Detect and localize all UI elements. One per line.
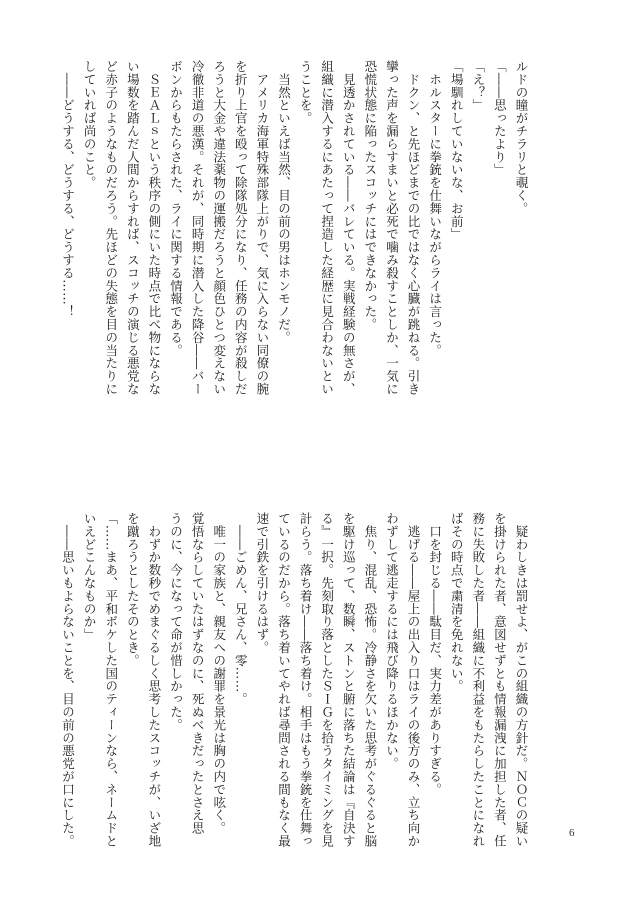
text-line: 焦り、混乱、恐怖。冷静さを欠いた思考がぐるぐると脳 bbox=[362, 512, 378, 848]
text-line: 見透かされている――バレている。実戦経験の無さが、 bbox=[341, 60, 357, 396]
text-line: ど赤子のようなものだろう。先ほどの失態を目の当たりに bbox=[103, 60, 119, 396]
text-line: 恐慌状態に陥ったスコッチにはできなかった。 bbox=[362, 60, 378, 331]
text-line: わずか数秒でめまぐるしく思考したスコッチが、いざ地 bbox=[146, 512, 162, 848]
text-line: ＳＥＡＬｓという秩序の側にいた時点で比べ物にならな bbox=[146, 60, 162, 396]
text-line: ホルスターに拳銃を仕舞いながらライは言った。 bbox=[427, 60, 443, 357]
text-line: 逃げる――屋上の出入り口はライの後方のみ、立ち向か bbox=[406, 512, 422, 848]
text-line: ルドの瞳がチラリと覗く。 bbox=[514, 60, 529, 215]
text-line: ばその時点で粛清を免れない。 bbox=[449, 512, 465, 693]
page-number: 6 bbox=[569, 827, 575, 839]
text-line: ――ごめん、兄さん、零……。 bbox=[233, 512, 249, 706]
text-line: アメリカ海軍特殊部隊上がりで、気に入らない同僚の腕 bbox=[254, 60, 270, 396]
text-line: 疑わしきは罰せよ、がこの組織の方針だ。ＮＯＣの疑い bbox=[514, 512, 529, 848]
text-line: ――思いもよらないことを、目の前の悪党が口にした。 bbox=[60, 512, 76, 848]
text-line: る』一択。先刻取り落としたＳＩＧを拾うタイミングを見 bbox=[319, 512, 335, 848]
text-line: ろうと大金や違法薬物の運搬だろうと顔色ひとつ変えない bbox=[211, 60, 227, 396]
text-line: を折り上官を殴って除隊処分になり、任務の内容が殺しだ bbox=[233, 60, 249, 396]
text-line: うのに、今になって命が惜しかった。 bbox=[168, 512, 184, 732]
text-line: していれば尚のこと。 bbox=[82, 60, 98, 189]
text-line: 「場馴れしていないな、お前」 bbox=[449, 60, 465, 241]
text-line: 計らう。落ち着け――落ち着け。相手はもう拳銃を仕舞っ bbox=[298, 512, 314, 848]
text-line: 冷徹非道の悪漢。それが、同時期に潜入した降谷――バー bbox=[190, 60, 206, 396]
text-line: 組織に潜入するにあたって捏造した経歴に見合わないとい bbox=[319, 60, 335, 396]
text-line: を駆け巡って、数瞬、ストンと腑に落ちた結論は『自決す bbox=[341, 512, 357, 848]
text-line: い場数を踏んだ人間からすれば、スコッチの演じる悪党な bbox=[125, 60, 141, 396]
text-line: 口を封じる――駄目だ、実力差がありすぎる。 bbox=[427, 512, 443, 796]
text-line: うことを。 bbox=[298, 60, 314, 125]
text-line: 覚悟ならしていたはずなのに、死ぬべきだったとさえ思 bbox=[190, 512, 206, 835]
text-line: ているのだから。落ち着いてやれば尋問される間もなく最 bbox=[276, 512, 292, 848]
text-line: 「――思ったより」 bbox=[492, 60, 508, 177]
text-line: 唯一の家族と、親友への謝罪を景光は胸の内で呟く。 bbox=[211, 512, 227, 835]
text-line: を蹴ろうとしたそのとき。 bbox=[125, 512, 141, 667]
text-line: を掛けられた者、意図せずとも情報漏洩に加担した者、任 bbox=[492, 512, 508, 848]
text-line: 「え？」 bbox=[470, 60, 486, 112]
text-line: わずして逃走するには飛び降りるほかない。 bbox=[384, 512, 400, 770]
upper-text-block bbox=[57, 60, 532, 478]
text-line: いえどこんなものか」 bbox=[82, 512, 98, 641]
text-line: 務に失敗した者――組織に不利益をもたらしたことになれ bbox=[470, 512, 486, 848]
lower-text-block bbox=[57, 512, 532, 848]
text-line: 速で引鉄を引けるはず。 bbox=[254, 512, 270, 654]
text-line: 攣った声を漏らすまいと必死で噛み殺すことしか、一気に bbox=[384, 60, 400, 396]
text-line: 当然といえば当然、目の前の男はホンモノだ。 bbox=[276, 60, 292, 344]
text-line: ボンからもたらされた、ライに関する情報である。 bbox=[168, 60, 184, 357]
text-line: 「……まあ、平和ボケした国のティーンなら、ネームドと bbox=[103, 512, 119, 848]
text-line: ドクン、と先ほどまでの比ではなく心臓が跳ねる。引き bbox=[406, 60, 422, 396]
text-line: ――どうする、どうする、どうする……！ bbox=[60, 60, 76, 318]
